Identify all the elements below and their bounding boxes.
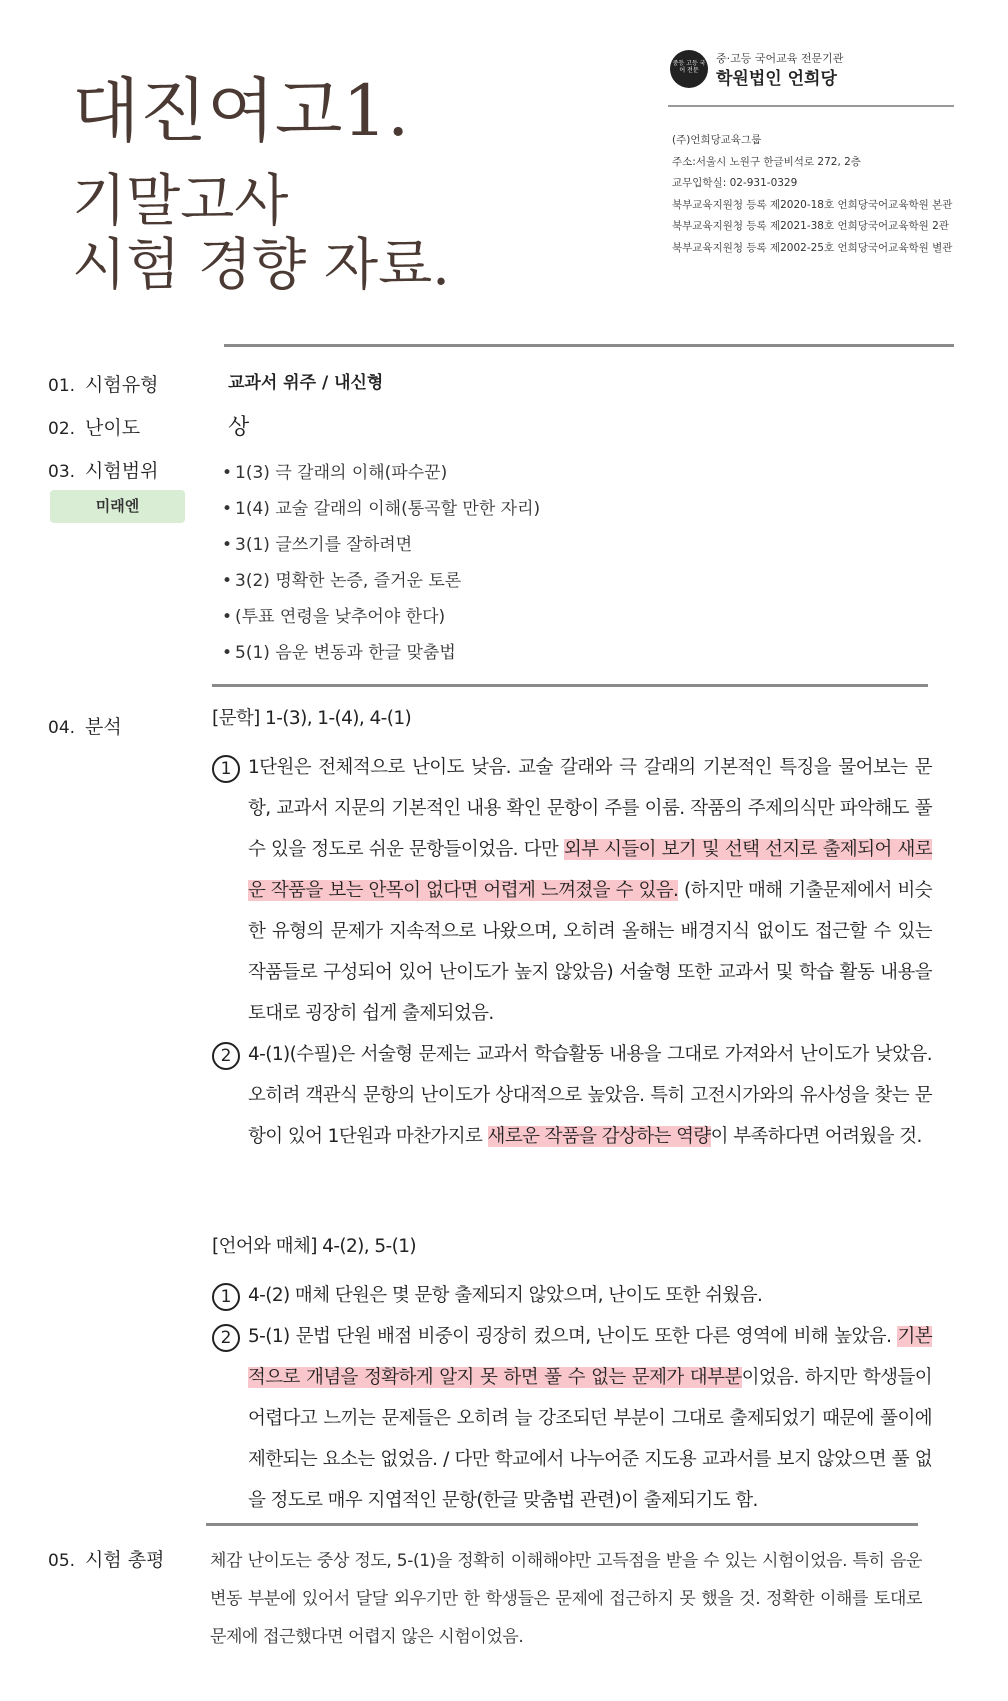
section-divider (224, 344, 954, 347)
logo-subtitle: 중·고등 국어교육 전문기관 (716, 52, 844, 65)
highlight: 새로운 작품을 감상하는 역량 (487, 1126, 711, 1147)
analysis-item: 2 5-(1) 문법 단원 배점 비중이 굉장히 컸으며, 난이도 또한 다른 영역에 비해 높았음. 기본적으로 개념을 정확하게 알지 못 하면 풀 수 없는 문제가 대부분이었음. 하지만 학생들이 어렵다고 느끼는 문제들은 오히려 늘 강조되던 부분이 그대로 출제되었기 때문에 풀이에 제한되는 요소는 없었음. / 다만 학교에서 나누어준 지도용 교과서를 보지 않았으면 풀 없을 정도로 매우 지엽적인 문항(한글 맞춤법 관련)이 출제되기도 함. (212, 1316, 932, 1521)
circled-number: 1 (212, 1283, 240, 1311)
analysis-item: 2 4-(1)(수필)은 서술형 문제는 교과서 학습활동 내용을 그대로 가져와서 난이도가 낮았음. 오히려 객관식 문항의 난이도가 상대적으로 높았음. 특히 고전시가와의 유사성을 찾는 문항이 있어 1단원과 마찬가지로 새로운 작품을 감상하는 역량이 부족하다면 어려웠을 것. (212, 1034, 932, 1157)
logo-divider (668, 105, 954, 107)
scope-item: • 1(4) 교술 갈래의 이해(통곡할 만한 자리) (222, 494, 540, 530)
info-line: (주)언희당교육그룹 (672, 134, 762, 146)
analysis-heading: [언어와 매체] 4-(2), 5-(1) (212, 1236, 417, 1257)
circled-number: 2 (212, 1042, 240, 1070)
label-exam-type: 01. 시험유형 (48, 374, 159, 396)
textbook-badge: 미래엔 (50, 490, 185, 523)
academy-logo (670, 48, 930, 92)
info-line: 북부교육지원청 등록 제2002-25호 언희당국어교육학원 별관 (672, 241, 953, 254)
difficulty-value: 상 (228, 415, 250, 440)
scope-list (222, 458, 540, 674)
circled-number: 2 (212, 1324, 240, 1352)
scope-item: • (투표 연령을 낮추어야 한다) (222, 602, 540, 638)
exam-type-value: 교과서 위주 / 내신형 (228, 373, 384, 393)
academy-info (672, 130, 952, 259)
info-line: 북부교육지원청 등록 제2020-18호 언희당국어교육학원 본관 (672, 198, 953, 211)
circled-number: 1 (212, 755, 240, 783)
label-difficulty: 02. 난이도 (48, 417, 141, 439)
info-line: 북부교육지원청 등록 제2021-38호 언희당국어교육학원 2관 (672, 220, 949, 232)
info-line: 교무입학실: 02-931-0329 (672, 177, 798, 189)
subtitle-line-2: 시험 경향 자료. (72, 233, 450, 298)
page-subtitle (72, 170, 450, 298)
subtitle-line-1: 기말고사 (72, 169, 289, 234)
scope-item: • 5(1) 음운 변동과 한글 맞춤법 (222, 638, 540, 674)
analysis-literature (212, 705, 932, 1157)
analysis-language (212, 1233, 932, 1521)
section-divider (212, 684, 928, 687)
scope-item: • 3(1) 글쓰기를 잘하려면 (222, 530, 540, 566)
logo-name: 학원법인 언희당 (716, 69, 837, 89)
page-title: 대진여고1. (72, 70, 410, 152)
info-line: 주소:서울시 노원구 한글비석로 272, 2층 (672, 155, 861, 168)
highlight: 기본적으로 개념을 정확하게 알지 못 하면 풀 수 없는 문제가 대부분 (248, 1326, 932, 1388)
analysis-heading: [문학] 1-(3), 1-(4), 4-(1) (212, 708, 412, 729)
label-analysis: 04. 분석 (48, 716, 122, 738)
section-divider (206, 1523, 918, 1526)
logo-emblem-icon: 중등 고등 국어 전문 (670, 50, 708, 88)
highlight: 외부 시들이 보기 및 선택 선지로 출제되어 새로운 작품을 보는 안목이 없다면 어렵게 느껴졌을 수 있음. (248, 839, 932, 901)
label-summary: 05. 시험 총평 (48, 1549, 165, 1571)
analysis-item: 1 4-(2) 매체 단원은 몇 문항 출제되지 않았으며, 난이도 또한 쉬웠음. (212, 1275, 932, 1316)
scope-item: • 3(2) 명확한 논증, 즐거운 토론 (222, 566, 540, 602)
label-exam-scope: 03. 시험범위 (48, 460, 159, 482)
summary-text: 체감 난이도는 중상 정도, 5-(1)을 정확히 이해해야만 고득점을 받을 수 있는 시험이었음. 특히 음운 변동 부분에 있어서 달달 외우기만 한 학생들은 문제에 접근하지 못 했을 것. 정확한 이해를 토대로 문제에 접근했다면 어렵지 않은 시험이었음. (210, 1551, 922, 1647)
analysis-item: 1 1단원은 전체적으로 난이도 낮음. 교술 갈래와 극 갈래의 기본적인 특징을 물어보는 문항, 교과서 지문의 기본적인 내용 확인 문항이 주를 이룸. 작품의 주제의식만 파악해도 풀 수 있을 정도로 쉬운 문항들이었음. 다만 외부 시들이 보기 및 선택 선지로 출제되어 새로운 작품을 보는 안목이 없다면 어렵게 느껴졌을 수 있음. (하지만 매해 기출문제에서 비슷한 유형의 문제가 지속적으로 나왔으며, 오히려 올해는 배경지식 없이도 접근할 수 있는 작품들로 구성되어 있어 난이도가 높지 않았음) 서술형 또한 교과서 및 학습 활동 내용을 토대로 굉장히 쉽게 출제되었음. (212, 747, 932, 1034)
scope-item: • 1(3) 극 갈래의 이해(파수꾼) (222, 458, 540, 494)
